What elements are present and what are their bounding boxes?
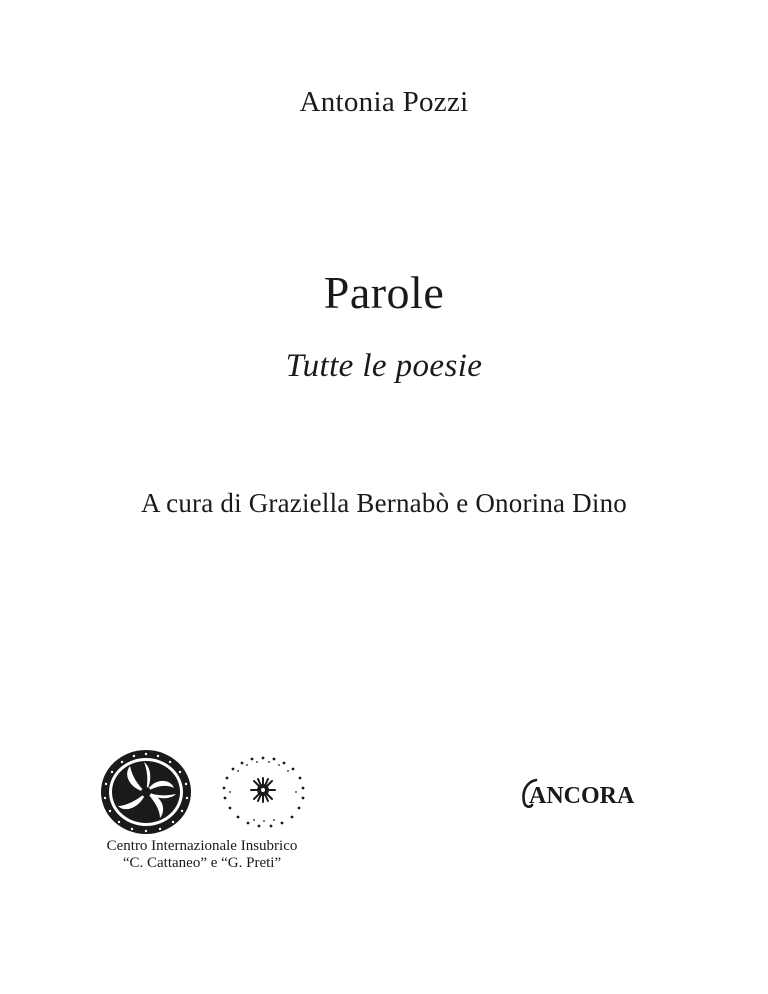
publisher-wordmark: ANCORA — [529, 783, 635, 809]
book-subtitle: Tutte le poesie — [285, 348, 483, 384]
book-title: Parole — [323, 267, 445, 318]
insubrico-seal-logo — [96, 748, 196, 836]
institution-subtitle: “C. Cattaneo” e “G. Preti” — [122, 855, 282, 871]
cattaneo-preti-seal-logo — [214, 752, 312, 832]
editors-credit: A cura di Graziella Bernabò e Onorina Dino — [141, 488, 627, 518]
author-name: Antonia Pozzi — [299, 86, 469, 118]
ancora-publisher-logo — [520, 778, 666, 810]
institution-name: Centro Internazionale Insubrico — [106, 838, 298, 854]
